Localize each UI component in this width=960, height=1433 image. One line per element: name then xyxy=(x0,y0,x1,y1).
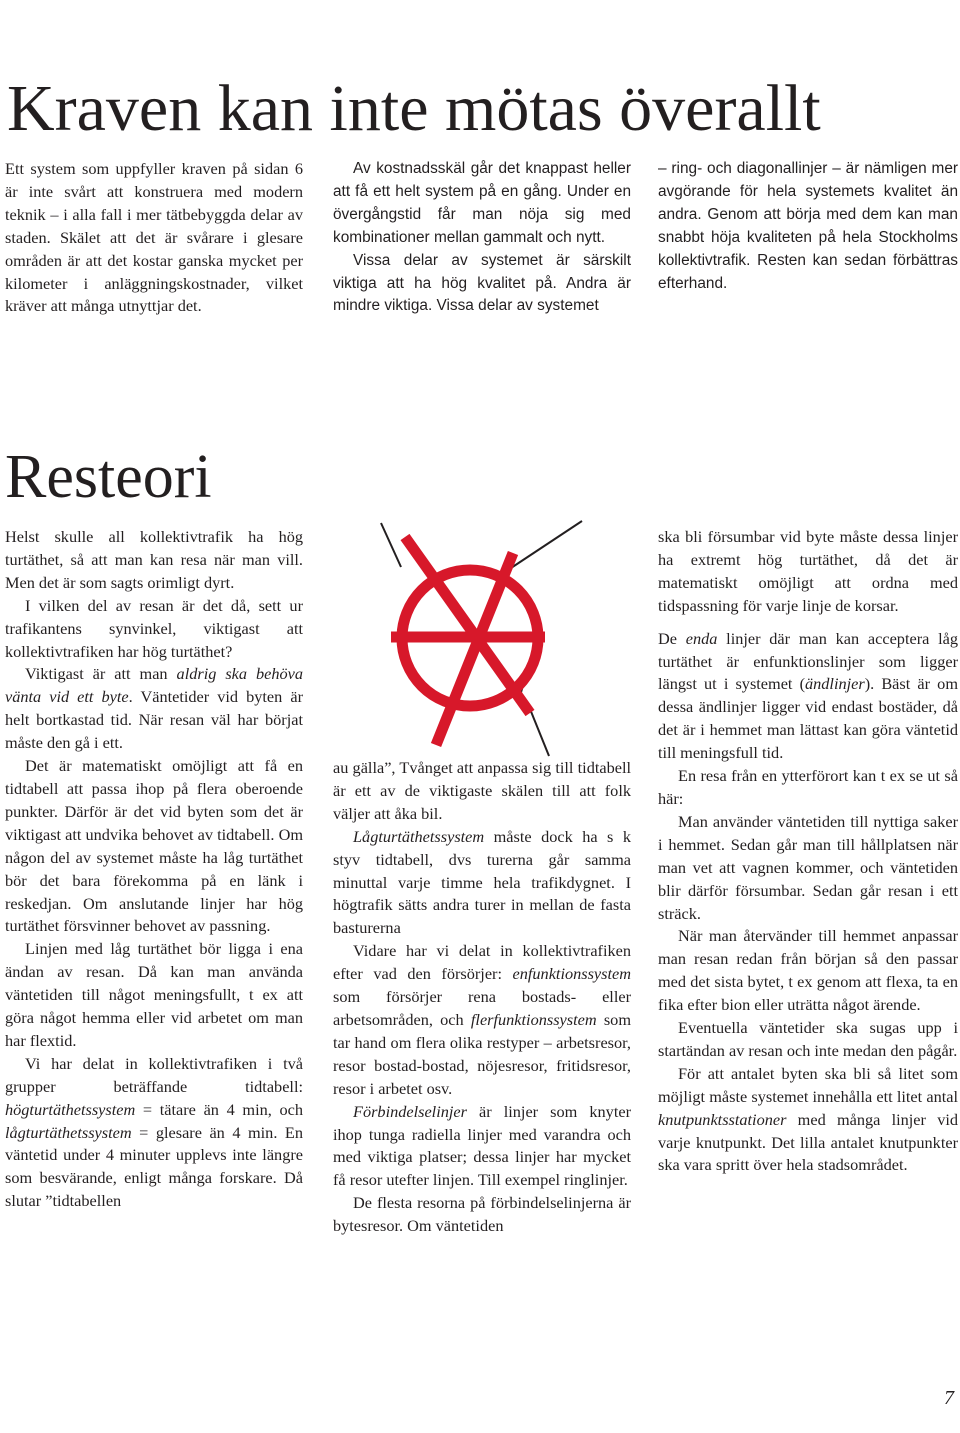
paragraph: au gälla”, Tvånget att anpassa sig till tidtabell är ett av de viktigaste skälen till att folk väljer att åka bil. xyxy=(333,758,631,823)
paragraph: Man använder väntetiden till nyttiga saker i hemmet. Sedan går man till hållplatsen när man vet att vagnen kommer, och väntetiden blir därför försumbar. Sedan går resan i ett sträck. xyxy=(658,811,958,923)
intro-column-2 xyxy=(333,158,631,318)
paragraph: Helst skulle all kollektivtrafik ha hög turtäthet, så att man kan resa när man vill. Men det är som sagts orimligt dyrt. xyxy=(5,527,303,592)
paragraph: Viktigast är att man aldrig ska behöva vänta vid ett byte. Väntetider vid byten är helt bortkastad tid. När resan väl har börjat måste den gå i ett. xyxy=(5,664,304,753)
paragraph: Lågturtäthetssystem måste dock ha s k styv tidtabell, dvs turerna går samma minuttal varje timme hela trafikdygnet. I högtrafik sätts andra turer in mellan de fasta basturerna xyxy=(333,826,631,938)
paragraph: De enda linjer där man kan acceptera låg turtäthet är enfunktionslinjer som ligger längst ut i systemet (ändlinjer). Bäst är om dessa ändlinjer ligger vid endast bostäder, då det är i hemmet man lättast kan göra väntetid till meningsfull tid. xyxy=(658,628,958,763)
paragraph: När man återvänder till hemmet anpassar man resan redan från början så den passar med det sista bytet, t ex genom att flexa, ta en fika efter bion eller uträtta något ärende. xyxy=(658,926,958,1015)
paragraph: Vissa delar av systemet är särskilt viktiga att ha hög kvalitet på. Andra är mindre viktiga. Vissa delar av systemet xyxy=(333,251,631,315)
paragraph: Förbindelselinjer är linjer som knyter ihop tunga radiella linjer med varandra och med viktiga platser; dessa linjer har mycket få resor utefter linjen. Till exempel ringlinjer. xyxy=(333,1101,631,1190)
paragraph: Vidare har vi delat in kollektivtrafiken efter vad den försörjer: enfunktionssystem som försörjer rena bostads- eller arbetsområden, och flerfunktionssystem som tar hand om flera olika restyper – arbetsresor, resor bostad-bostad, nöjesresor, fritidsresor, resor i arbetet osv. xyxy=(333,941,631,1098)
paragraph: En resa från en ytterförort kan t ex se ut så här: xyxy=(658,766,958,808)
paragraph: ska bli försumbar vid byte måste dessa linjer ha extremt hög turtäthet, då det är matematiskt omöjligt att ordna med tidspassning för varje linje de korsar. xyxy=(658,527,958,615)
body-column-2 xyxy=(333,757,631,1238)
paragraph: Av kostnadsskäl går det knappast heller att få ett helt system på en gång. Under en övergångstid får man nöja sig med kombinationer mellan gammalt och nytt. xyxy=(333,160,631,246)
paragraph: – ring- och diagonallinjer – är nämligen mer avgörande för hela systemets kvalitet än andra. Genom att börja med dem kan man snabbt höja kvaliteten på hela Stockholms kollektivtrafik. Resten kan sedan förbättras efterhand. xyxy=(658,160,958,292)
page-number: 7 xyxy=(944,1387,954,1409)
paragraph: Eventuella väntetider ska sugas upp i startändan av resan och inte medan den pågår. xyxy=(658,1018,958,1060)
paragraph: I vilken del av resan är det då, sett ur trafikantens synvinkel, viktigast att kollektivtrafiken har hög turtäthet? xyxy=(5,595,303,661)
page-heading: Kraven kan inte mötas överallt xyxy=(7,72,821,145)
paragraph: Ett system som uppfyller kraven på sidan 6 är inte svårt att konstruera med modern teknik – i alla fall i mer tätbebyggda delar av staden. Skälet att det är svårare i glesare områden är att det kostar ganska mycket per kilometer i anläggningskostnader, vilket kräver att många utnyttjar det. xyxy=(5,159,303,316)
paragraph: Vi har delat in kollektivtrafiken i två grupper beträffande tidtabell: högturtäthetssystem = tätare än 4 min, och lågturtäthetssystem = glesare än 4 min. En väntetid under 4 minuter upplevs inte längre som besvärande, enligt många forskare. Då slutar ”tidtabellen xyxy=(5,1053,303,1211)
intro-column-3 xyxy=(658,158,958,295)
paragraph: Det är matematiskt omöjligt att få en tidtabell att passa ihop på flera oberoende punkter. Därför är det vid byten som det är viktigast att undvika behovet av tidtabell. Om någon del av systemet måste ha låg turtäthet bör det bara förekomma på en länk i reskedjan. Om anslutande linjer har hög turtäthet försvinner behovet av passning. xyxy=(5,756,303,936)
paragraph: De flesta resorna på förbindelselinjerna är bytesresor. Om väntetiden xyxy=(333,1193,631,1236)
transit-network-symbol xyxy=(335,513,595,763)
paragraph: För att antalet byten ska bli så litet som möjligt måste systemet innehålla ett litet antal knutpunktsstationer med många linjer vid varje knutpunkt. Det lilla antalet knutpunkter ska vara spritt över hela stadsområdet. xyxy=(658,1063,958,1175)
paragraph: Linjen med låg turtäthet bör ligga i ena ändan av resan. Då kan man använda väntetiden till något meningsfullt, t ex att göra något hemma eller vid arbetet om man har flextid. xyxy=(5,939,303,1050)
intro-column-1 xyxy=(5,158,303,318)
body-column-1 xyxy=(5,526,303,1213)
body-column-3 xyxy=(658,526,958,1177)
section-heading: Resteori xyxy=(5,443,212,511)
